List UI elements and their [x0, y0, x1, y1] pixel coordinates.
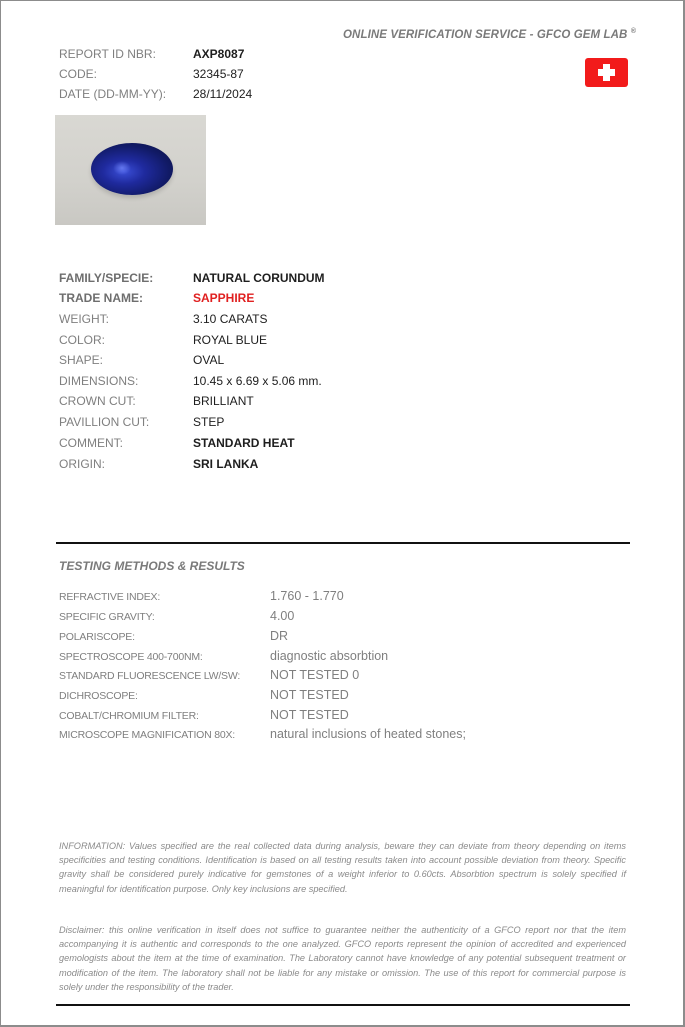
date-label: DATE (DD-MM-YY):	[59, 87, 167, 101]
testing-section-title: TESTING METHODS & RESULTS	[59, 559, 245, 573]
test-label: STANDARD FLUORESCENCE LW/SW:	[59, 670, 241, 682]
property-label: CROWN CUT:	[59, 394, 136, 408]
report-id-value: AXP8087	[193, 47, 245, 61]
property-value: STEP	[193, 415, 225, 429]
test-label: SPECIFIC GRAVITY:	[59, 611, 155, 623]
test-value: natural inclusions of heated stones;	[270, 727, 466, 741]
test-label: POLARISCOPE:	[59, 631, 135, 643]
property-value: BRILLIANT	[193, 394, 254, 408]
test-label: REFRACTIVE INDEX:	[59, 591, 161, 603]
test-value: NOT TESTED 0	[270, 668, 360, 682]
footer-divider	[56, 1004, 630, 1006]
test-value: 1.760 - 1.770	[270, 589, 344, 603]
trade-name-value: SAPPHIRE	[193, 291, 255, 305]
gemstone-photo	[55, 115, 206, 225]
swiss-flag-icon	[585, 58, 628, 87]
property-label: DIMENSIONS:	[59, 374, 139, 388]
property-value: SRI LANKA	[193, 457, 259, 471]
disclaimer-paragraph: Disclaimer: this online verification in itself does not suffice to guarantee neither the authenticity of a GFCO report nor that the item accompanying it is authentic and corresponds to the one analyzed. GFCO reports represent the opinion of accredited and experienced gemologists about the item at the time of examination. The Laboratory cannot have knowledge of any potential subsequent treatment or modification of the item. The laboratory shall not be liable for any mistake or omission. The use of this report for commercial purpose is solely under the responsibility of the trader.	[59, 925, 626, 992]
date-value: 28/11/2024	[193, 87, 253, 101]
property-value: ROYAL BLUE	[193, 333, 268, 347]
property-value: OVAL	[193, 353, 225, 367]
test-value: NOT TESTED	[270, 688, 349, 702]
property-value: STANDARD HEAT	[193, 436, 295, 450]
property-label: FAMILY/SPECIE:	[59, 271, 154, 285]
code-label: CODE:	[59, 67, 98, 81]
test-label: DICHROSCOPE:	[59, 690, 138, 702]
property-label: COMMENT:	[59, 436, 123, 450]
test-value: diagnostic absorbtion	[270, 649, 389, 663]
report-id-label: REPORT ID NBR:	[59, 47, 156, 61]
test-value: NOT TESTED	[270, 708, 349, 722]
property-value: 3.10 CARATS	[193, 312, 268, 326]
test-label: MICROSCOPE MAGNIFICATION 80X:	[59, 729, 236, 741]
service-title: ONLINE VERIFICATION SERVICE - GFCO GEM LAB ®	[343, 28, 637, 41]
property-value: 10.45 x 6.69 x 5.06 mm.	[193, 374, 322, 388]
section-divider	[56, 542, 630, 544]
test-label: COBALT/CHROMIUM FILTER:	[59, 710, 199, 722]
property-label: SHAPE:	[59, 353, 104, 367]
test-value: DR	[270, 629, 289, 643]
test-label: SPECTROSCOPE 400-700NM:	[59, 651, 203, 663]
property-label: COLOR:	[59, 333, 106, 347]
property-label: TRADE NAME:	[59, 291, 143, 305]
property-label: WEIGHT:	[59, 312, 109, 326]
property-value: NATURAL CORUNDUM	[193, 271, 325, 285]
code-value: 32345-87	[193, 67, 244, 81]
gemstone-image	[91, 143, 173, 195]
test-value: 4.00	[270, 609, 295, 623]
property-label: PAVILLION CUT:	[59, 415, 150, 429]
property-label: ORIGIN:	[59, 457, 106, 471]
information-paragraph: INFORMATION: Values specified are the real collected data during analysis, beware they can deviate from theory depending on items specificities and testing conditions. Identification is based on all testing results taken into account possible deviation from theory. Specific gravity shall be considered purely indicative for gemstones of a weight inferior to 0.60cts. Absorbtion spectrum is solely specified if meaningful for identification purpose. Only key inclusions are specified.	[59, 841, 626, 894]
